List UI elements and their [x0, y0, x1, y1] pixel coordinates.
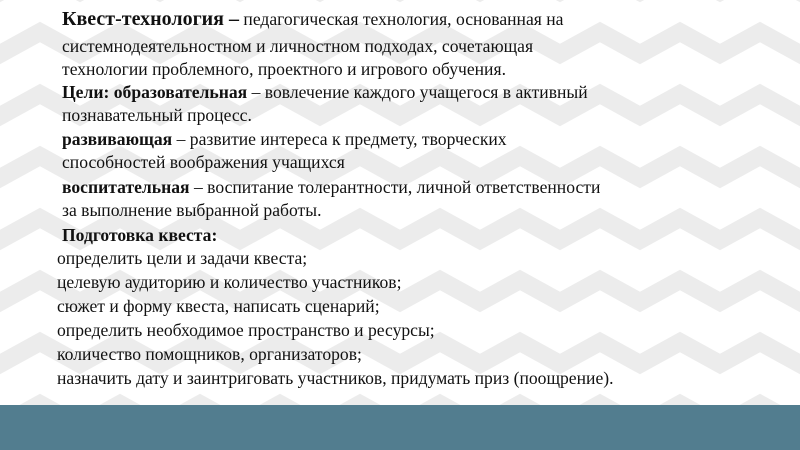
goal-developing-text: – развитие интереса к предмету, творческих [172, 129, 507, 149]
preparation-item: сюжет и форму квеста, написать сценарий; [57, 296, 380, 316]
definition-line-1 [62, 8, 563, 31]
goal-developing [62, 128, 507, 151]
goal-educational-cont: познавательный процесс. [62, 105, 252, 125]
preparation-item: количество помощников, организаторов; [57, 344, 362, 364]
goal-developing-cont: способностей воображения учащихся [62, 152, 345, 172]
goal-educational [62, 81, 588, 104]
preparation-item: определить цели и задачи квеста; [57, 248, 308, 268]
goal-educational-text: – вовлечение каждого учащегося в активный [247, 82, 588, 102]
definition-term: Квест-технология – [62, 8, 239, 30]
footer-bar [0, 405, 800, 450]
preparation-item: назначить дату и заинтриговать участников, придумать приз (поощрение). [57, 368, 614, 388]
definition-text: педагогическая технология, основанная на [239, 9, 564, 29]
goal-upbringing-cont: за выполнение выбранной работы. [62, 200, 322, 220]
goal-developing-label: развивающая [62, 129, 173, 149]
goal-upbringing-label: воспитательная [62, 177, 190, 197]
definition-line-2: системнодеятельностном и личностном подходах, сочетающая [62, 36, 534, 56]
goal-educational-label: Цели: образовательная [62, 82, 248, 102]
definition-line-3: технологии проблемного, проектного и игрового обучения. [62, 59, 506, 79]
goal-upbringing-text: – воспитание толерантности, личной ответственности [189, 177, 601, 197]
goal-upbringing [62, 176, 600, 199]
preparation-item: целевую аудиторию и количество участников; [57, 272, 402, 292]
preparation-item: определить необходимое пространство и ресурсы; [57, 320, 435, 340]
preparation-heading: Подготовка квеста: [62, 225, 218, 245]
